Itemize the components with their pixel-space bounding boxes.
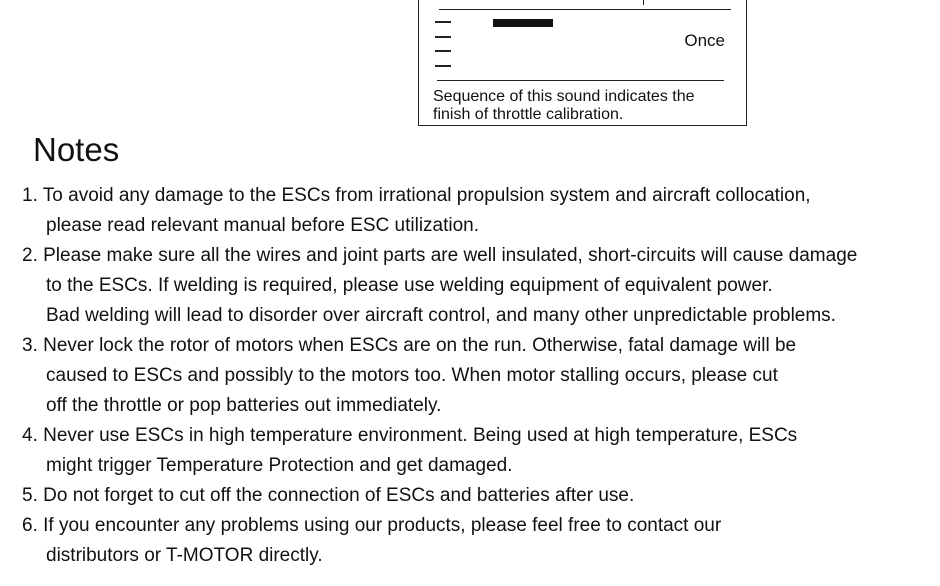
- note-2-line-3: Bad welding will lead to disorder over aircraft control, and many other unpredictable problems.: [46, 305, 836, 326]
- note-5-line-1: 5. Do not forget to cut off the connection of ESCs and batteries after use.: [22, 485, 635, 506]
- note-3-line-2: caused to ESCs and possibly to the motors too. When motor stalling occurs, please cut: [46, 365, 778, 386]
- note-item-1: [22, 181, 927, 241]
- note-3-line-1: 3. Never lock the rotor of motors when ESCs are on the run. Otherwise, fatal damage will be: [22, 335, 797, 356]
- note-item-4: [22, 421, 927, 481]
- note-2-line-1: 2. Please make sure all the wires and joint parts are well insulated, short-circuits will cause damage: [22, 245, 858, 266]
- long-beep-bar: [493, 19, 553, 27]
- notes-heading: Notes: [33, 131, 120, 168]
- note-3-line-3: off the throttle or pop batteries out immediately.: [46, 395, 442, 416]
- note-6-line-1: 6. If you encounter any problems using our products, please feel free to contact our: [22, 515, 722, 536]
- note-1-line-2: please read relevant manual before ESC utilization.: [46, 215, 480, 236]
- beep-dash-3: [435, 50, 451, 52]
- beep-dash-2: [435, 36, 451, 38]
- top-rule-tick: [643, 0, 652, 5]
- sound-sequence-box: [418, 0, 747, 126]
- note-item-5: [22, 481, 927, 511]
- top-rule: [439, 9, 731, 10]
- sound-duration-label: Once: [684, 31, 725, 50]
- note-6-line-2: distributors or T-MOTOR directly.: [46, 545, 323, 566]
- note-4-line-1: 4. Never use ESCs in high temperature environment. Being used at high temperature, ESCs: [22, 425, 798, 446]
- note-item-2: [22, 241, 927, 331]
- note-item-6: [22, 511, 927, 571]
- sound-caption-line-1: Sequence of this sound indicates the: [433, 88, 695, 105]
- beep-dash-1: [435, 21, 451, 23]
- sound-caption-line-2: finish of throttle calibration.: [433, 106, 624, 123]
- note-2-line-2: to the ESCs. If welding is required, please use welding equipment of equivalent power.: [46, 275, 773, 296]
- bottom-rule: [437, 80, 724, 81]
- beep-dash-4: [435, 65, 451, 67]
- sound-caption: [433, 88, 743, 124]
- note-1-line-1: 1. To avoid any damage to the ESCs from irrational propulsion system and aircraft collocation,: [22, 185, 811, 206]
- note-item-3: [22, 331, 927, 421]
- cropped-orange-text-fragment: [18, 0, 178, 2]
- notes-list: [22, 181, 927, 571]
- note-4-line-2: might trigger Temperature Protection and get damaged.: [46, 455, 513, 476]
